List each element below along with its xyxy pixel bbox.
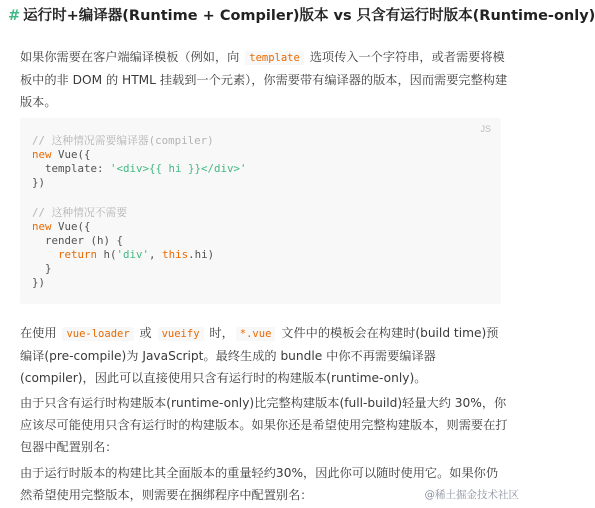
- code-text: h(: [97, 248, 117, 261]
- code-language-label: JS: [480, 124, 491, 134]
- code-line-10: }): [32, 276, 46, 289]
- code-line-5: // 这种情况不需要: [32, 206, 128, 219]
- paragraph-compiler-needed: [20, 46, 510, 113]
- code-text: ,: [149, 248, 163, 261]
- paragraph-alias: 由于运行时版本的构建比其全面版本的重量轻约30%，因此你可以随时使用它。如果你仍然希望使用完整版本，则需要在捆绑程序中配置别名：: [20, 466, 499, 502]
- para2-text: 文件中的模板会在构建时(build time)预编译(pre-compile)为 JavaScript。最终生成的 bundle 中你不再需要编译器(compiler)，因此可以直接使用只含有运行时的构建版本(runtime-only)。: [20, 326, 499, 385]
- code-keyword-new: new: [32, 220, 52, 233]
- paragraph-precompile: [20, 322, 510, 389]
- code-text: .hi): [188, 248, 215, 261]
- code-keyword-return: return: [32, 248, 98, 261]
- inline-code-vue-file: *.vue: [236, 327, 276, 341]
- para2-text: 时，: [205, 326, 234, 340]
- code-line-9: }: [32, 262, 52, 275]
- code-line-6: [32, 220, 91, 234]
- para1-text-before: 如果你需要在客户端编译模板（例如，向: [20, 50, 244, 64]
- code-line-8: [32, 248, 214, 262]
- code-text: template:: [32, 162, 111, 175]
- code-text: Vue({: [51, 148, 91, 161]
- code-line-4: }): [32, 176, 46, 189]
- code-line-1: // 这种情况需要编译器(compiler): [32, 134, 214, 147]
- paragraph-runtime-only: 由于只含有运行时构建版本(runtime-only)比完整构建版本(full-build)轻量大约 30%，你应该尽可能使用只含有运行时的构建版本。如果你还是希望使用完整构建版本，则需要在打包器中配置别名：: [20, 396, 508, 454]
- code-line-2: [32, 148, 91, 162]
- inline-code-vueify: vueify: [158, 327, 204, 341]
- code-string-div: 'div': [116, 248, 150, 261]
- para1-text-after: 选项传入一个字符串，或者需要将模板中的非 DOM 的 HTML 挂载到一个元素），你需要带有编译器的版本，因而需要完整构建版本。: [20, 50, 508, 109]
- inline-code-template: template: [245, 51, 304, 65]
- heading-text: 运行时+编译器(Runtime + Compiler)版本 vs 只含有运行时版本(Runtime-only): [23, 8, 595, 24]
- code-keyword-this: this: [162, 248, 189, 261]
- code-string-template: '<div>{{ hi }}</div>': [110, 162, 247, 175]
- code-keyword-new: new: [32, 148, 52, 161]
- heading-anchor-hash[interactable]: #: [8, 8, 21, 24]
- code-text: Vue({: [51, 220, 91, 233]
- para2-text: 或: [135, 326, 156, 340]
- section-heading: [8, 4, 595, 28]
- code-line-3: [32, 162, 247, 176]
- code-block: [20, 118, 501, 304]
- code-line-7: render (h) {: [32, 234, 124, 247]
- watermark: @稀土掘金技术社区: [424, 489, 519, 501]
- para2-text: 在使用: [20, 326, 61, 340]
- inline-code-vue-loader: vue-loader: [62, 327, 133, 341]
